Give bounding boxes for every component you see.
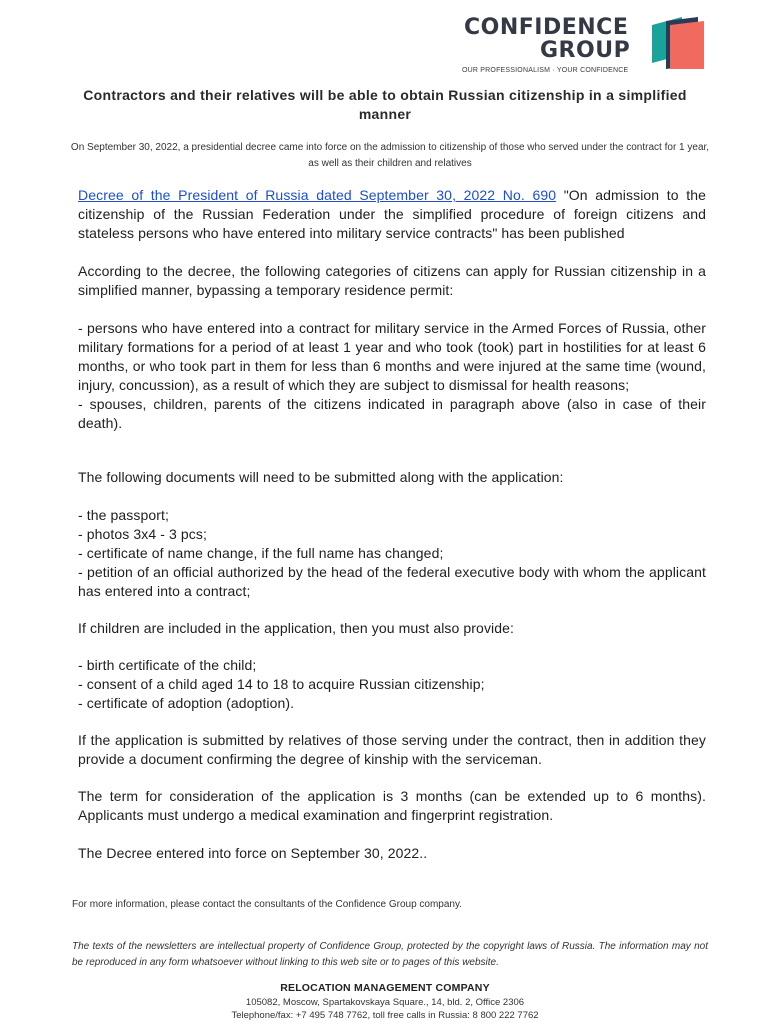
categories-intro: According to the decree, the following categories of citizens can apply for Russian citizenship in a simplified manner, bypassing a temporary residence permit: bbox=[78, 263, 706, 298]
list-item: - certificate of adoption (adoption). bbox=[78, 695, 295, 711]
children-docs-list bbox=[78, 656, 706, 713]
list-item: - consent of a child aged 14 to 18 to acquire Russian citizenship; bbox=[78, 676, 485, 692]
categories-list bbox=[78, 319, 706, 433]
list-item: - petition of an official authorized by the head of the federal executive body with whom the applicant has entered into a contract; bbox=[78, 564, 706, 599]
logo-tagline: OUR PROFESSIONALISM · YOUR CONFIDENCE bbox=[462, 67, 629, 74]
page-title: Contractors and their relatives will be able to obtain Russian citizenship in a simplified manner bbox=[83, 87, 687, 122]
list-item: - persons who have entered into a contract for military service in the Armed Forces of Russia, other military formations for a period of at least 1 year and who took (took) part in hostilities for at least 6 months, or who took part in them for less than 6 months and were injured at the same time (wound, injury, concussion), as a result of which they are subject to dismissal for health reasons; bbox=[78, 320, 706, 393]
list-item: - photos 3x4 - 3 pcs; bbox=[78, 526, 207, 542]
relatives-note: If the application is submitted by relatives of those serving under the contract, then in addition they provide a document confirming the degree of kinship with the serviceman. bbox=[78, 732, 706, 767]
list-item: - the passport; bbox=[78, 507, 169, 523]
page-subtitle: On September 30, 2022, a presidential decree came into force on the admission to citizenship of those who served under the contract for 1 year, as well as their children and relatives bbox=[70, 142, 710, 169]
logo-mark-icon bbox=[646, 15, 706, 69]
term-note: The term for consideration of the application is 3 months (can be extended up to 6 months). Applicants must undergo a medical examination and fingerprint registration. bbox=[78, 788, 706, 823]
footer-address: 105082, Moscow, Spartakovskaya Square., 14, bld. 2, Office 2306 bbox=[245, 997, 525, 1008]
documents-list bbox=[78, 506, 706, 601]
list-item: - spouses, children, parents of the citizens indicated in paragraph above (also in case of their death). bbox=[78, 396, 706, 431]
copyright-disclaimer: The texts of the newsletters are intellectual property of Confidence Group, protected by the copyright laws of Russia. The information may not be reproduced in any form whatsoever without linking to this web site or to pages of this website. bbox=[72, 941, 708, 968]
logo-line2: GROUP bbox=[540, 38, 631, 63]
documents-intro: The following documents will need to be submitted along with the application: bbox=[78, 469, 564, 485]
decree-paragraph bbox=[78, 186, 706, 243]
footer-phone: Telephone/fax: +7 495 748 7762, toll free calls in Russia: 8 800 222 7762 bbox=[231, 1010, 539, 1021]
company-logo bbox=[462, 13, 720, 81]
decree-text: "On admission to the citizenship of the Russian Federation under the simplified procedure of foreign citizens and stateless persons who have entered into military service contracts" has been published bbox=[78, 187, 706, 241]
decree-link[interactable]: Decree of the President of Russia dated September 30, 2022 No. 690 bbox=[78, 187, 557, 203]
contact-note: For more information, please contact the consultants of the Confidence Group company. bbox=[72, 899, 463, 910]
entry-note: The Decree entered into force on September 30, 2022.. bbox=[78, 845, 428, 861]
list-item: - birth certificate of the child; bbox=[78, 657, 257, 673]
children-intro: If children are included in the application, then you must also provide: bbox=[78, 620, 515, 636]
logo-line1: CONFIDENCE bbox=[464, 15, 629, 40]
footer-company: RELOCATION MANAGEMENT COMPANY bbox=[280, 982, 490, 994]
list-item: - certificate of name change, if the full name has changed; bbox=[78, 545, 444, 561]
